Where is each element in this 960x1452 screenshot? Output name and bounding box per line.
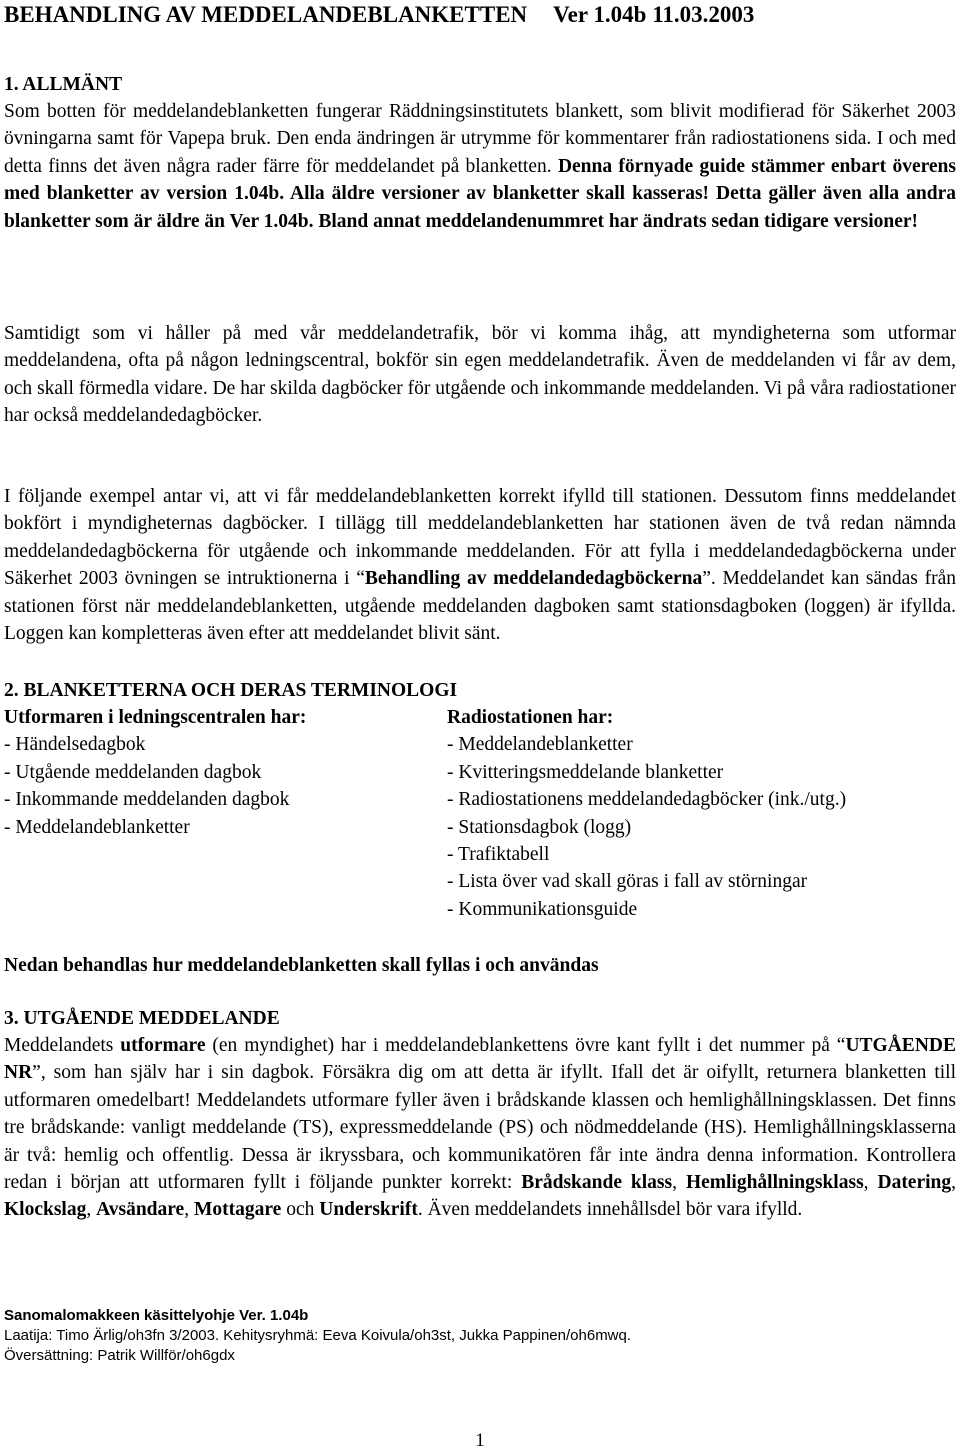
list-item: - Kvitteringsmeddelande blanketter [447, 761, 724, 783]
list-item: - Utgående meddelanden dagbok [4, 761, 262, 783]
section-3-paragraph-1 [4, 1032, 956, 1224]
paragraph-text: och [281, 1199, 320, 1221]
list-item: - Stationsdagbok (logg) [447, 816, 632, 838]
paragraph-text: , [951, 1172, 957, 1194]
paragraph-bold-text: Behandling av meddelandedagböckerna [364, 568, 703, 590]
paragraph-text: , [672, 1172, 686, 1194]
paragraph-bold-text: Mottagare [193, 1199, 282, 1221]
paragraph-text: Meddelandets [4, 1035, 121, 1056]
paragraph-text: ”, som han själv har i sin dagbok. Försäkra dig om att detta är ifyllt. Ifall det är oifyllt, returnera blanketten till utformaren omedelbart! Meddelandets utformare fyller även i brådskande klassen och hemlighållningsklassen. Det finns tre brådskande: vanligt meddelande (TS), expressmeddelande (PS) och nödmeddelande (HS). Hemlighållningsklasserna är två: hemlig och offentlig. Dessa är ikryssbara, och kommunikatören får inte ändra denna information. Kontrollera redan i början att utformaren fyllt i följande punkter korrekt: [4, 1062, 956, 1194]
list-item: - Meddelandeblanketter [447, 734, 633, 756]
paragraph-bold-text: utformare [120, 1035, 206, 1056]
document-version: Ver 1.04b 11.03.2003 [553, 2, 755, 27]
paragraph-bold-text: UTGÅENDE NR [4, 1035, 956, 1084]
paragraph-bold-text: Denna förnyade guide stämmer enbart överens med blanketter av version 1.04b. Alla äldre versioner av blanketter skall kasseras! Detta gäller även alla andra blanketter som är äldre än Ver 1.04b. Bland annat meddelandenummret har ändrats sedan tidigare versioner! [4, 155, 956, 232]
footer-line-1: Sanomalomakkeen käsittelyohje Ver. 1.04b [4, 1307, 309, 1324]
section-1-paragraph-3 [4, 483, 956, 647]
list-item: - Händelsedagbok [4, 734, 146, 756]
section-2-note: Nedan behandlas hur meddelandeblanketten skall fyllas i och användas [4, 955, 599, 976]
paragraph-bold-text: Brådskande klass [521, 1172, 673, 1194]
radiostation-column [447, 704, 846, 923]
footer [4, 1306, 956, 1366]
paragraph-text: I följande exempel antar vi, att vi får meddelandeblanketten korrekt ifylld till stationen. Dessutom finns meddelandet bokfört i myndigheternas dagböcker. I tillägg till meddelandeblanketten har stationen även de två redan nämnda meddelandedagböckerna för utgående och inkommande meddelanden. För att fylla i meddelandedagböckerna under Säkerhet 2003 övningen se intruktionerna i “ [4, 486, 956, 590]
section-1-heading: 1. ALLMÄNT [4, 74, 123, 95]
document-title-line [4, 1, 956, 29]
list-item: - Meddelandeblanketter [4, 816, 190, 838]
paragraph-text: , [863, 1172, 878, 1194]
section-1-paragraph-1 [4, 98, 956, 235]
utformare-heading: Utformaren i ledningscentralen har: [4, 707, 307, 728]
paragraph-bold-text: Datering [877, 1172, 952, 1194]
section-2-heading: 2. BLANKETTERNA OCH DERAS TERMINOLOGI [4, 680, 458, 701]
paragraph-bold-text: Avsändare [96, 1199, 185, 1221]
list-item: - Kommunikationsguide [447, 898, 638, 920]
paragraph-text: . Även meddelandets innehållsdel bör vara ifylld. [417, 1199, 803, 1221]
radiostation-heading: Radiostationen har: [447, 707, 614, 728]
paragraph-bold-text: Klockslag [4, 1199, 87, 1221]
paragraph-text: ”. Meddelandet kan sändas från stationen först när meddelandeblanketten, utgående meddelanden dagboken samt stationsdagboken (loggen) är ifyllda. Loggen kan kompletteras även efter att meddelandet blivit sänt. [4, 568, 956, 645]
utformare-column [4, 704, 306, 841]
paragraph-bold-text: Underskrift [319, 1199, 418, 1221]
paragraph-text: , [86, 1199, 97, 1221]
paragraph-bold-text: Hemlighållningsklass [685, 1172, 864, 1194]
document-title: BEHANDLING AV MEDDELANDEBLANKETTEN [4, 2, 528, 27]
section-1-paragraph-2: Samtidigt som vi håller på med vår meddelandetrafik, bör vi komma ihåg, att myndigheterna som utformar meddelandena, ofta på någon ledningscentral, bokför sin egen meddelandetrafik. Även de meddelanden vi får av dem, och skall förmedla vidare. De har skilda dagböcker för utgående och inkommande meddelanden. Vi på våra radiostationer har också meddelandedagböcker. [4, 323, 956, 427]
list-item: - Trafiktabell [447, 844, 550, 866]
paragraph-text: (en myndighet) har i meddelandeblankettens övre kant fyllt i det nummer på “ [205, 1035, 846, 1056]
page-number: 1 [475, 1430, 485, 1451]
paragraph-text: Som botten för meddelandeblanketten fungerar Räddningsinstitutets blankett, som blivit modifierad för Säkerhet 2003 övningarna samt för Vapepa bruk. Den enda ändringen är utrymme för kommentarer från radiostationens sida. I och med detta finns det även några rader färre för meddelandet på blanketten. [4, 101, 956, 177]
footer-line-2: Laatija: Timo Ärlig/oh3fn 3/2003. Kehitysryhmä: Eeva Koivula/oh3st, Jukka Pappinen/oh6mwq. [4, 1327, 632, 1344]
paragraph-text: , [184, 1199, 194, 1221]
section-3-heading: 3. UTGÅENDE MEDDELANDE [4, 1008, 280, 1029]
list-item: - Inkommande meddelanden dagbok [4, 789, 290, 811]
list-item: - Lista över vad skall göras i fall av störningar [447, 871, 808, 893]
footer-line-3: Översättning: Patrik Willför/oh6gdx [4, 1347, 235, 1364]
list-item: - Radiostationens meddelandedagböcker (ink./utg.) [447, 789, 847, 811]
